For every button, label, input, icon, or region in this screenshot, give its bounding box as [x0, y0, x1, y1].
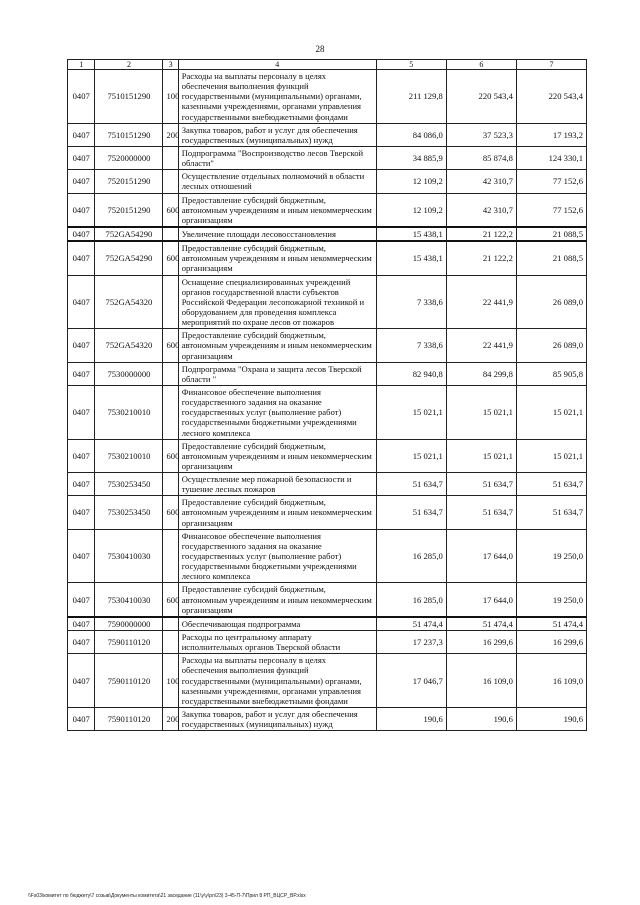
name-cell: Расходы по центральному аппарату исполнительных органов Тверской области — [178, 631, 376, 654]
amount-year2-cell: 21 122,2 — [446, 241, 516, 275]
section-cell: 0407 — [68, 70, 95, 124]
table-row — [68, 329, 587, 362]
expense-type-cell: 600 — [163, 496, 178, 529]
target-code-cell: 752GA54290 — [95, 241, 163, 275]
expense-type-cell: 600 — [163, 241, 178, 275]
amount-year3-cell: 77 152,6 — [516, 193, 586, 227]
name-cell: Закупка товаров, работ и услуг для обеспечения государственных (муниципальных) нужд — [178, 708, 376, 731]
target-code-cell: 7520151290 — [95, 193, 163, 227]
amount-year1-cell: 15 021,1 — [376, 439, 446, 472]
name-cell: Закупка товаров, работ и услуг для обеспечения государственных (муниципальных) нужд — [178, 123, 376, 146]
expense-type-cell — [163, 385, 178, 439]
table-row — [68, 123, 587, 146]
amount-year3-cell: 26 089,0 — [516, 275, 586, 329]
column-number: 3 — [163, 60, 178, 70]
section-cell: 0407 — [68, 275, 95, 329]
section-cell: 0407 — [68, 170, 95, 193]
expense-type-cell: 600 — [163, 329, 178, 362]
table-row — [68, 275, 587, 329]
target-code-cell: 7590110120 — [95, 654, 163, 708]
table-row — [68, 631, 587, 654]
target-code-cell: 7510151290 — [95, 70, 163, 124]
expense-type-cell — [163, 473, 178, 496]
target-code-cell: 7510151290 — [95, 123, 163, 146]
name-cell: Оснащение специализированных учреждений органов государственной власти субъектов Российской Федерации лесопожарной техникой и оборудованием для проведения комплекса мероприятий по охране лесов от пожаров — [178, 275, 376, 329]
amount-year1-cell: 15 438,1 — [376, 241, 446, 275]
section-cell: 0407 — [68, 496, 95, 529]
amount-year2-cell: 17 644,0 — [446, 529, 516, 583]
section-cell: 0407 — [68, 385, 95, 439]
amount-year1-cell: 16 285,0 — [376, 583, 446, 617]
target-code-cell: 752GA54290 — [95, 227, 163, 241]
amount-year2-cell: 17 644,0 — [446, 583, 516, 617]
column-number: 6 — [446, 60, 516, 70]
amount-year2-cell: 51 634,7 — [446, 473, 516, 496]
column-number: 1 — [68, 60, 95, 70]
amount-year2-cell: 51 634,7 — [446, 496, 516, 529]
table-row — [68, 529, 587, 583]
name-cell: Обеспечивающая подпрограмма — [178, 617, 376, 631]
table-row — [68, 146, 587, 169]
name-cell: Предоставление субсидий бюджетным, автономным учреждениям и иным некоммерческим организациям — [178, 439, 376, 472]
expense-type-cell: 200 — [163, 123, 178, 146]
amount-year1-cell: 51 474,4 — [376, 617, 446, 631]
amount-year1-cell: 51 634,7 — [376, 496, 446, 529]
section-cell: 0407 — [68, 193, 95, 227]
amount-year1-cell: 34 885,9 — [376, 146, 446, 169]
amount-year2-cell: 85 874,8 — [446, 146, 516, 169]
page-number: 28 — [315, 44, 325, 54]
amount-year3-cell: 85 905,8 — [516, 362, 586, 385]
table-row — [68, 385, 587, 439]
amount-year3-cell: 17 193,2 — [516, 123, 586, 146]
amount-year2-cell: 42 310,7 — [446, 193, 516, 227]
name-cell: Подпрограмма "Воспроизводство лесов Тверской области" — [178, 146, 376, 169]
amount-year1-cell: 12 109,2 — [376, 193, 446, 227]
amount-year1-cell: 17 046,7 — [376, 654, 446, 708]
amount-year2-cell: 15 021,1 — [446, 385, 516, 439]
amount-year2-cell: 220 543,4 — [446, 70, 516, 124]
target-code-cell: 7530210010 — [95, 439, 163, 472]
amount-year1-cell: 15 438,1 — [376, 227, 446, 241]
section-cell: 0407 — [68, 473, 95, 496]
amount-year2-cell: 190,6 — [446, 708, 516, 731]
amount-year1-cell: 16 285,0 — [376, 529, 446, 583]
section-cell: 0407 — [68, 439, 95, 472]
name-cell: Предоставление субсидий бюджетным, автономным учреждениям и иным некоммерческим организациям — [178, 496, 376, 529]
name-cell: Осуществление мер пожарной безопасности и тушение лесных пожаров — [178, 473, 376, 496]
name-cell: Расходы на выплаты персоналу в целях обеспечения выполнения функций государственными (муниципальными) органами, казенными учреждениями, органами управления государственными внебюджетными фондами — [178, 70, 376, 124]
amount-year3-cell: 124 330,1 — [516, 146, 586, 169]
amount-year2-cell: 22 441,9 — [446, 275, 516, 329]
amount-year3-cell: 220 543,4 — [516, 70, 586, 124]
table-row — [68, 170, 587, 193]
target-code-cell: 7530000000 — [95, 362, 163, 385]
target-code-cell: 7520000000 — [95, 146, 163, 169]
amount-year3-cell: 26 089,0 — [516, 329, 586, 362]
table-row — [68, 70, 587, 124]
name-cell: Осуществление отдельных полномочий в области лесных отношений — [178, 170, 376, 193]
amount-year3-cell: 19 250,0 — [516, 529, 586, 583]
table-row — [68, 583, 587, 617]
target-code-cell: 752GA54320 — [95, 275, 163, 329]
column-number: 7 — [516, 60, 586, 70]
amount-year2-cell: 22 441,9 — [446, 329, 516, 362]
amount-year1-cell: 15 021,1 — [376, 385, 446, 439]
amount-year3-cell: 51 474,4 — [516, 617, 586, 631]
name-cell: Предоставление субсидий бюджетным, автономным учреждениям и иным некоммерческим организациям — [178, 193, 376, 227]
amount-year2-cell: 15 021,1 — [446, 439, 516, 472]
column-number: 5 — [376, 60, 446, 70]
expense-type-cell — [163, 275, 178, 329]
table-row — [68, 241, 587, 275]
amount-year1-cell: 7 338,6 — [376, 329, 446, 362]
column-number: 2 — [95, 60, 163, 70]
footer-file-path: \\Fs03\комитет по бюджету\7 созыв\Документы комитета\21 заседание (11\у\у\рл\23) 3-45-П-7\Прил 8 РП_ВЦСР_ВР.xlsx — [28, 893, 306, 899]
name-cell: Финансовое обеспечение выполнения государственного задания на оказание государственных услуг (выполнение работ) государственными бюджетными учреждениями лесного комплекса — [178, 529, 376, 583]
section-cell: 0407 — [68, 529, 95, 583]
expense-type-cell — [163, 146, 178, 169]
amount-year3-cell: 16 109,0 — [516, 654, 586, 708]
name-cell: Увеличение площади лесовосстановления — [178, 227, 376, 241]
section-cell: 0407 — [68, 708, 95, 731]
table-row — [68, 654, 587, 708]
name-cell: Предоставление субсидий бюджетным, автономным учреждениям и иным некоммерческим организациям — [178, 241, 376, 275]
section-cell: 0407 — [68, 631, 95, 654]
target-code-cell: 7530210010 — [95, 385, 163, 439]
table-row — [68, 439, 587, 472]
budget-table — [67, 59, 587, 731]
amount-year2-cell: 21 122,2 — [446, 227, 516, 241]
amount-year3-cell: 190,6 — [516, 708, 586, 731]
amount-year1-cell: 51 634,7 — [376, 473, 446, 496]
expense-type-cell — [163, 631, 178, 654]
name-cell: Предоставление субсидий бюджетным, автономным учреждениям и иным некоммерческим организациям — [178, 329, 376, 362]
table-row — [68, 708, 587, 731]
amount-year3-cell: 51 634,7 — [516, 473, 586, 496]
amount-year1-cell: 190,6 — [376, 708, 446, 731]
amount-year1-cell: 17 237,3 — [376, 631, 446, 654]
column-number: 4 — [178, 60, 376, 70]
amount-year2-cell: 42 310,7 — [446, 170, 516, 193]
amount-year3-cell: 15 021,1 — [516, 385, 586, 439]
section-cell: 0407 — [68, 654, 95, 708]
amount-year2-cell: 84 299,8 — [446, 362, 516, 385]
section-cell: 0407 — [68, 329, 95, 362]
amount-year3-cell: 15 021,1 — [516, 439, 586, 472]
name-cell: Финансовое обеспечение выполнения государственного задания на оказание государственных услуг (выполнение работ) государственными бюджетными учреждениями лесного комплекса — [178, 385, 376, 439]
amount-year2-cell: 16 299,6 — [446, 631, 516, 654]
expense-type-cell: 200 — [163, 708, 178, 731]
expense-type-cell: 100 — [163, 654, 178, 708]
amount-year1-cell: 12 109,2 — [376, 170, 446, 193]
amount-year2-cell: 51 474,4 — [446, 617, 516, 631]
amount-year2-cell: 37 523,3 — [446, 123, 516, 146]
target-code-cell: 752GA54320 — [95, 329, 163, 362]
amount-year1-cell: 7 338,6 — [376, 275, 446, 329]
amount-year3-cell: 21 088,5 — [516, 241, 586, 275]
table-row — [68, 227, 587, 241]
section-cell: 0407 — [68, 583, 95, 617]
column-number-row — [68, 60, 587, 70]
table-row — [68, 193, 587, 227]
target-code-cell: 7590110120 — [95, 708, 163, 731]
section-cell: 0407 — [68, 362, 95, 385]
expense-type-cell — [163, 529, 178, 583]
target-code-cell: 7530253450 — [95, 473, 163, 496]
target-code-cell: 7520151290 — [95, 170, 163, 193]
target-code-cell: 7590000000 — [95, 617, 163, 631]
expense-type-cell — [163, 362, 178, 385]
amount-year3-cell: 51 634,7 — [516, 496, 586, 529]
section-cell: 0407 — [68, 241, 95, 275]
amount-year1-cell: 82 940,8 — [376, 362, 446, 385]
amount-year3-cell: 19 250,0 — [516, 583, 586, 617]
expense-type-cell — [163, 170, 178, 193]
amount-year3-cell: 21 088,5 — [516, 227, 586, 241]
table-row — [68, 617, 587, 631]
section-cell: 0407 — [68, 123, 95, 146]
expense-type-cell: 600 — [163, 583, 178, 617]
target-code-cell: 7530253450 — [95, 496, 163, 529]
target-code-cell: 7530410030 — [95, 529, 163, 583]
target-code-cell: 7590110120 — [95, 631, 163, 654]
table-row — [68, 496, 587, 529]
expense-type-cell: 600 — [163, 439, 178, 472]
table-row — [68, 473, 587, 496]
amount-year2-cell: 16 109,0 — [446, 654, 516, 708]
name-cell: Предоставление субсидий бюджетным, автономным учреждениям и иным некоммерческим организациям — [178, 583, 376, 617]
amount-year1-cell: 211 129,8 — [376, 70, 446, 124]
table-row — [68, 362, 587, 385]
expense-type-cell — [163, 617, 178, 631]
expense-type-cell: 100 — [163, 70, 178, 124]
amount-year3-cell: 77 152,6 — [516, 170, 586, 193]
section-cell: 0407 — [68, 617, 95, 631]
section-cell: 0407 — [68, 146, 95, 169]
amount-year3-cell: 16 299,6 — [516, 631, 586, 654]
section-cell: 0407 — [68, 227, 95, 241]
expense-type-cell: 600 — [163, 193, 178, 227]
name-cell: Подпрограмма "Охрана и защита лесов Тверской области " — [178, 362, 376, 385]
amount-year1-cell: 84 086,0 — [376, 123, 446, 146]
name-cell: Расходы на выплаты персоналу в целях обеспечения выполнения функций государственными (муниципальными) органами, казенными учреждениями, органами управления государственными внебюджетными фондами — [178, 654, 376, 708]
expense-type-cell — [163, 227, 178, 241]
target-code-cell: 7530410030 — [95, 583, 163, 617]
